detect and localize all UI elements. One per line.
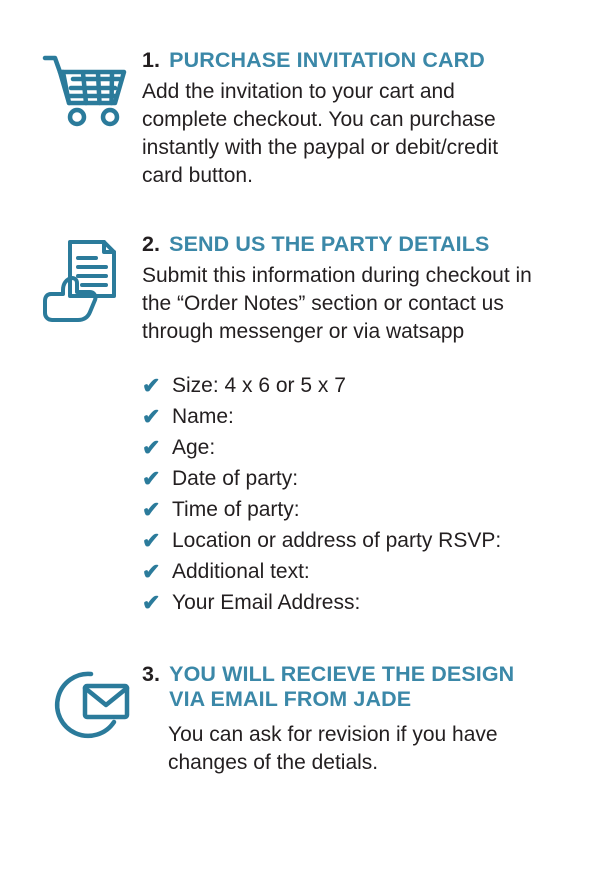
step-2-title [142, 232, 564, 256]
checklist-label: Size: 4 x 6 or 5 x 7 [172, 374, 346, 398]
step-3-body [140, 662, 570, 778]
checklist-label: Your Email Address: [172, 591, 361, 615]
step-2-body [140, 232, 570, 618]
step-2-number: 2. [142, 231, 161, 256]
check-icon: ✔ [142, 466, 161, 492]
list-item [142, 401, 564, 432]
step-1-title-text: PURCHASE INVITATION CARD [169, 48, 485, 72]
list-item [142, 525, 564, 556]
email-envelope-icon [30, 662, 140, 742]
check-icon: ✔ [142, 590, 161, 616]
step-2-text: Submit this information during checkout in the “Order Notes” section or contact us through messenger or via watsapp [142, 263, 532, 343]
step-3-title-line-2: VIA EMAIL FROM JADE [169, 686, 412, 711]
step-3 [30, 662, 570, 778]
step-1-number: 1. [142, 48, 161, 72]
check-icon: ✔ [142, 404, 161, 430]
list-item [142, 463, 564, 494]
step-1 [30, 48, 570, 190]
checklist-label: Name: [172, 405, 234, 429]
step-3-title [142, 662, 540, 713]
step-2 [30, 232, 570, 618]
step-1-text: Add the invitation to your cart and complete checkout. You can purchase instantly with the paypal or debit/credit card button. [142, 80, 499, 187]
step-3-text: You can ask for revision if you have changes of the detials. [168, 723, 498, 775]
check-icon: ✔ [142, 559, 161, 585]
checklist-label: Date of party: [172, 467, 299, 491]
document-hand-icon [30, 232, 140, 322]
checklist-label: Time of party: [172, 498, 300, 522]
step-3-number: 3. [142, 661, 161, 686]
list-item [142, 587, 564, 618]
list-item [142, 432, 564, 463]
check-icon: ✔ [142, 373, 161, 399]
shopping-cart-icon [30, 48, 140, 128]
step-2-title-text: SEND US THE PARTY DETAILS [169, 231, 490, 256]
step-3-title-line-1: YOU WILL RECIEVE THE DESIGN [169, 661, 515, 686]
step-1-title [142, 48, 542, 72]
check-icon: ✔ [142, 497, 161, 523]
list-item [142, 494, 564, 525]
step-1-body [140, 48, 570, 190]
list-item [142, 370, 564, 401]
checklist-label: Additional text: [172, 560, 310, 584]
checklist-label: Location or address of party RSVP: [172, 529, 502, 553]
check-icon: ✔ [142, 435, 161, 461]
check-icon: ✔ [142, 528, 161, 554]
list-item [142, 556, 564, 587]
party-details-checklist [142, 370, 564, 618]
checklist-label: Age: [172, 436, 216, 460]
